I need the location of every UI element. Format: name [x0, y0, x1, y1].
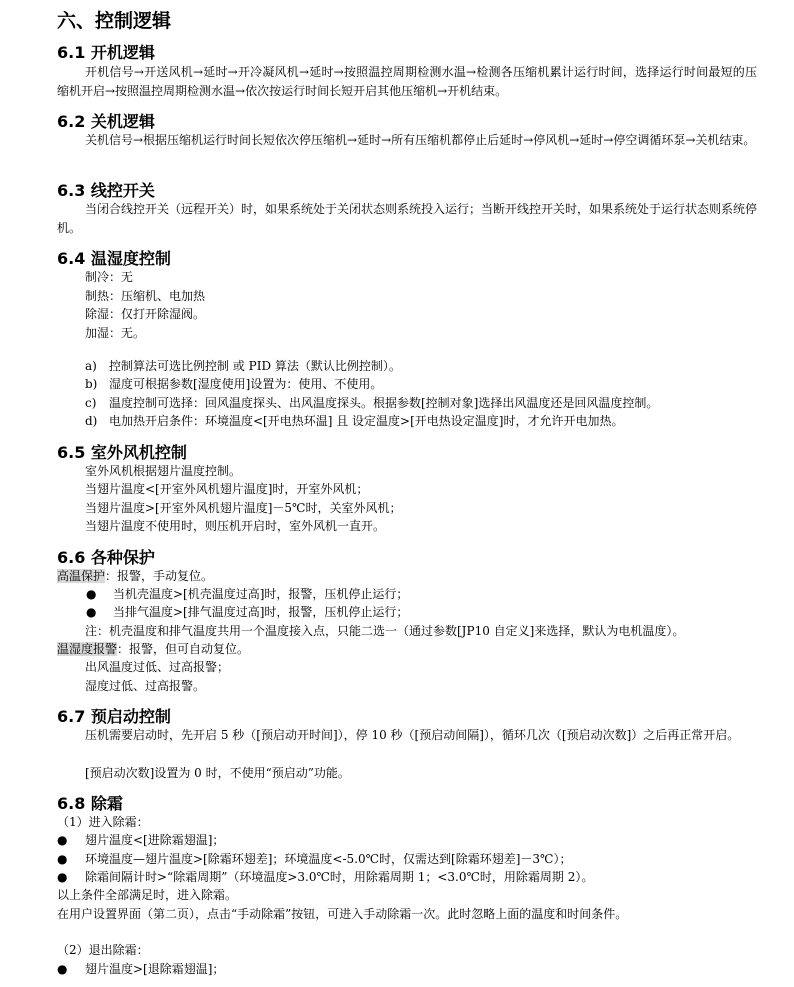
list-item: 电加热开启条件：环境温度<[开电热环温] 且 设定温度>[开电热设定温度]时，才允许开电加热。: [109, 414, 624, 428]
bullet-text: 除霜间隔计时>“除霜周期”（环境温度>3.0℃时，用除霜周期 1；<3.0℃时，用除霜周期 2）。: [85, 870, 594, 884]
section-heading-6-2: 6.2 关机逻辑: [57, 112, 155, 131]
list-marker: d): [85, 414, 98, 428]
bullet-text: 当机壳温度>[机壳温度过高]时，报警，压机停止运行；: [113, 587, 409, 601]
high-temp-protection-line: [57, 567, 213, 585]
text-line: 加湿：无。: [85, 326, 146, 340]
note-line: 注：机壳温度和排气温度共用一个温度接入点，只能二选一（通过参数[JP10 自定义]来选择，默认为电机温度）。: [85, 624, 685, 638]
text-line: 以上条件全部满足时，进入除霜。: [57, 888, 238, 902]
text-line: 除湿：仅打开除湿阀。: [85, 307, 206, 321]
list-item: 温度控制可选择：回风温度探头、出风温度探头。根据参数[控制对象]选择出风温度还是回风温度控制。: [109, 396, 659, 410]
text-line: 当翅片温度<[开室外风机翅片温度]时，开室外风机；: [85, 482, 369, 496]
label-rest: ：报警，手动复位。: [105, 569, 214, 583]
bullet-icon: ●: [57, 962, 68, 976]
subsection-title: （1）进入除霜：: [57, 815, 149, 829]
list-marker: a): [85, 359, 97, 373]
list-marker: b): [85, 377, 98, 391]
text-line: 制冷：无: [85, 270, 134, 284]
text-line: 出风温度过低、过高报警；: [85, 660, 230, 674]
bullet-text: 翅片温度<[进除霜翅温]；: [85, 833, 225, 847]
section-body-6-2: 关机信号→根据压缩机运行时间长短依次停压缩机→延时→所有压缩机都停止后延时→停风机→延时→停空调循环泵→关机结束。: [85, 133, 756, 147]
humidity-alarm-line: [57, 640, 249, 658]
text-line: 在用户设置界面（第二页），点击“手动除霜”按钮，可进入手动除霜一次。此时忽略上面的温度和时间条件。: [57, 907, 628, 921]
list-marker: c): [85, 396, 97, 410]
highlight-label: 温湿度报警: [57, 642, 118, 656]
bullet-icon: ●: [86, 587, 97, 601]
text-line: 湿度过低、过高报警。: [85, 679, 206, 693]
bullet-icon: ●: [86, 605, 97, 619]
section-heading-6-6: 6.6 各种保护: [57, 548, 155, 567]
bullet-text: 翅片温度>[退除霜翅温]；: [85, 962, 225, 976]
text-line: 当翅片温度不使用时，则压机开启时，室外风机一直开。: [85, 519, 386, 533]
bullet-icon: ●: [57, 852, 68, 866]
list-item: 湿度可根据参数[湿度使用]设置为：使用、不使用。: [109, 377, 383, 391]
section-heading-6-8: 6.8 除霜: [57, 794, 123, 813]
section-body-6-7: 压机需要启动时，先开启 5 秒（[预启动开时间]），停 10 秒（[预启动间隔]），循环几次（[预启动次数]）之后再正常开启。: [85, 728, 740, 742]
bullet-text: 当排气温度>[排气温度过高]时，报警，压机停止运行；: [113, 605, 409, 619]
section-body-6-3: 当闭合线控开关（远程开关）时，如果系统处于关闭状态则系统投入运行；当断开线控开关时，如果系统处于运行状态则系统停机。: [57, 202, 758, 235]
chapter-title: 六、控制逻辑: [57, 10, 172, 32]
text-line: 室外风机根据翅片温度控制。: [85, 464, 242, 478]
bullet-text: 环境温度—翅片温度>[除霜环翅差]；环境温度<-5.0℃时，仅需达到[除霜环翅差]－3℃）；: [85, 852, 572, 866]
section-body-6-1: 开机信号→开送风机→延时→开冷凝风机→延时→按照温控周期检测水温→检测各压缩机累计运行时间，选择运行时间最短的压缩机开启→按照温控周期检测水温→依次按运行时间长短开启其他压缩机→开机结束。: [57, 65, 757, 98]
bullet-icon: ●: [57, 833, 68, 847]
section-heading-6-7: 6.7 预启动控制: [57, 707, 171, 726]
text-line: 制热：压缩机、电加热: [85, 289, 206, 303]
label-rest: ：报警，但可自动复位。: [117, 642, 250, 656]
list-item: 控制算法可选比例控制 或 PID 算法（默认比例控制）。: [109, 359, 401, 373]
section-heading-6-5: 6.5 室外风机控制: [57, 443, 187, 462]
text-line: 当翅片温度>[开室外风机翅片温度]－5℃时，关室外风机；: [85, 501, 402, 515]
subsection-title: （2）退出除霜：: [57, 943, 149, 957]
highlight-label: 高温保护: [57, 569, 106, 583]
bullet-icon: ●: [57, 870, 68, 884]
section-heading-6-4: 6.4 温湿度控制: [57, 249, 171, 268]
section-heading-6-1: 6.1 开机逻辑: [57, 43, 155, 62]
text-line: [预启动次数]设置为 0 时，不使用“预启动”功能。: [85, 766, 350, 780]
section-heading-6-3: 6.3 线控开关: [57, 181, 155, 200]
